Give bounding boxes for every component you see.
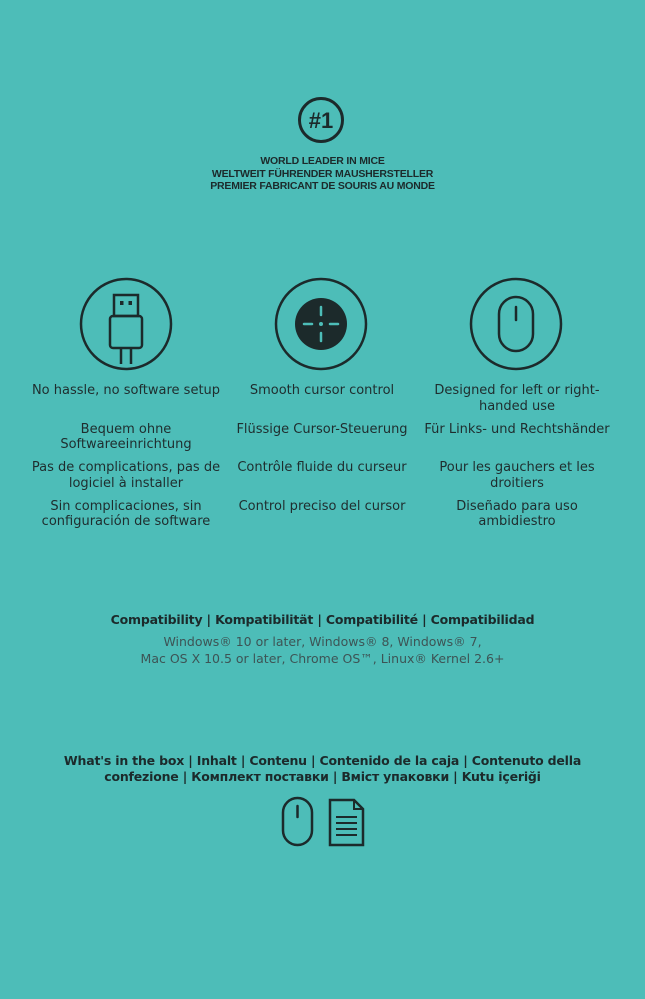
mouse-icon [469,277,563,371]
feature-text-de: Bequem ohne Softwareeinrichtung [60,421,192,452]
world-leader-text [0,155,645,193]
feature-text-de: Für Links- und Rechtshänder [424,421,610,437]
in-box-title: What's in the box | Inhalt | Contenu | Contenido de la caja | Contenuto della confezione | Комплект поставки | Вміст упаковки | Kutu içeriği [63,753,582,784]
feature-text-en: Smooth cursor control [249,383,395,398]
feature-text-fr: Pour les gauchers et les droitiers [439,460,595,491]
feature-column-ambidextrous [417,383,617,537]
in-box-icons [278,795,368,849]
compatibility-line-2: Mac OS X 10.5 or later, Chrome OS™, Linux® Kernel 2.6+ [140,651,505,666]
compatibility-systems [0,633,645,667]
feature-text-es: Sin complicaciones, sin configuración de software [41,498,211,529]
leader-line-fr: PREMIER FABRICANT DE SOURIS AU MONDE [210,180,435,192]
cursor-control-icon [274,277,368,371]
feature-text-en: Designed for left or right-handed use [434,383,600,414]
feature-text-en: No hassle, no software setup [31,383,221,398]
feature-text-de: Flüssige Cursor-Steuerung [236,421,408,437]
leader-line-en: WORLD LEADER IN MICE [260,155,385,167]
leader-line-de: WELTWEIT FÜHRENDER MAUSHERSTELLER [211,167,434,180]
mouse-icon [283,798,312,845]
usb-plug-icon [79,277,173,371]
badge-text: #1 [308,108,334,133]
compatibility-line-1: Windows® 10 or later, Windows® 8, Windows® 7, [163,634,482,649]
compatibility-title: Compatibility | Kompatibilität | Compatibilité | Compatibilidad [110,612,535,627]
document-icon [330,800,363,845]
number-one-badge-icon [297,96,345,144]
feature-text-fr: Contrôle fluide du curseur [237,460,407,475]
feature-column-no-software [26,383,226,537]
feature-text-es: Diseñado para uso ambidiestro [456,498,578,529]
feature-text-es: Control preciso del cursor [238,498,406,514]
feature-column-cursor-control [222,383,422,537]
feature-text-fr: Pas de complications, pas de logiciel à installer [31,460,221,491]
